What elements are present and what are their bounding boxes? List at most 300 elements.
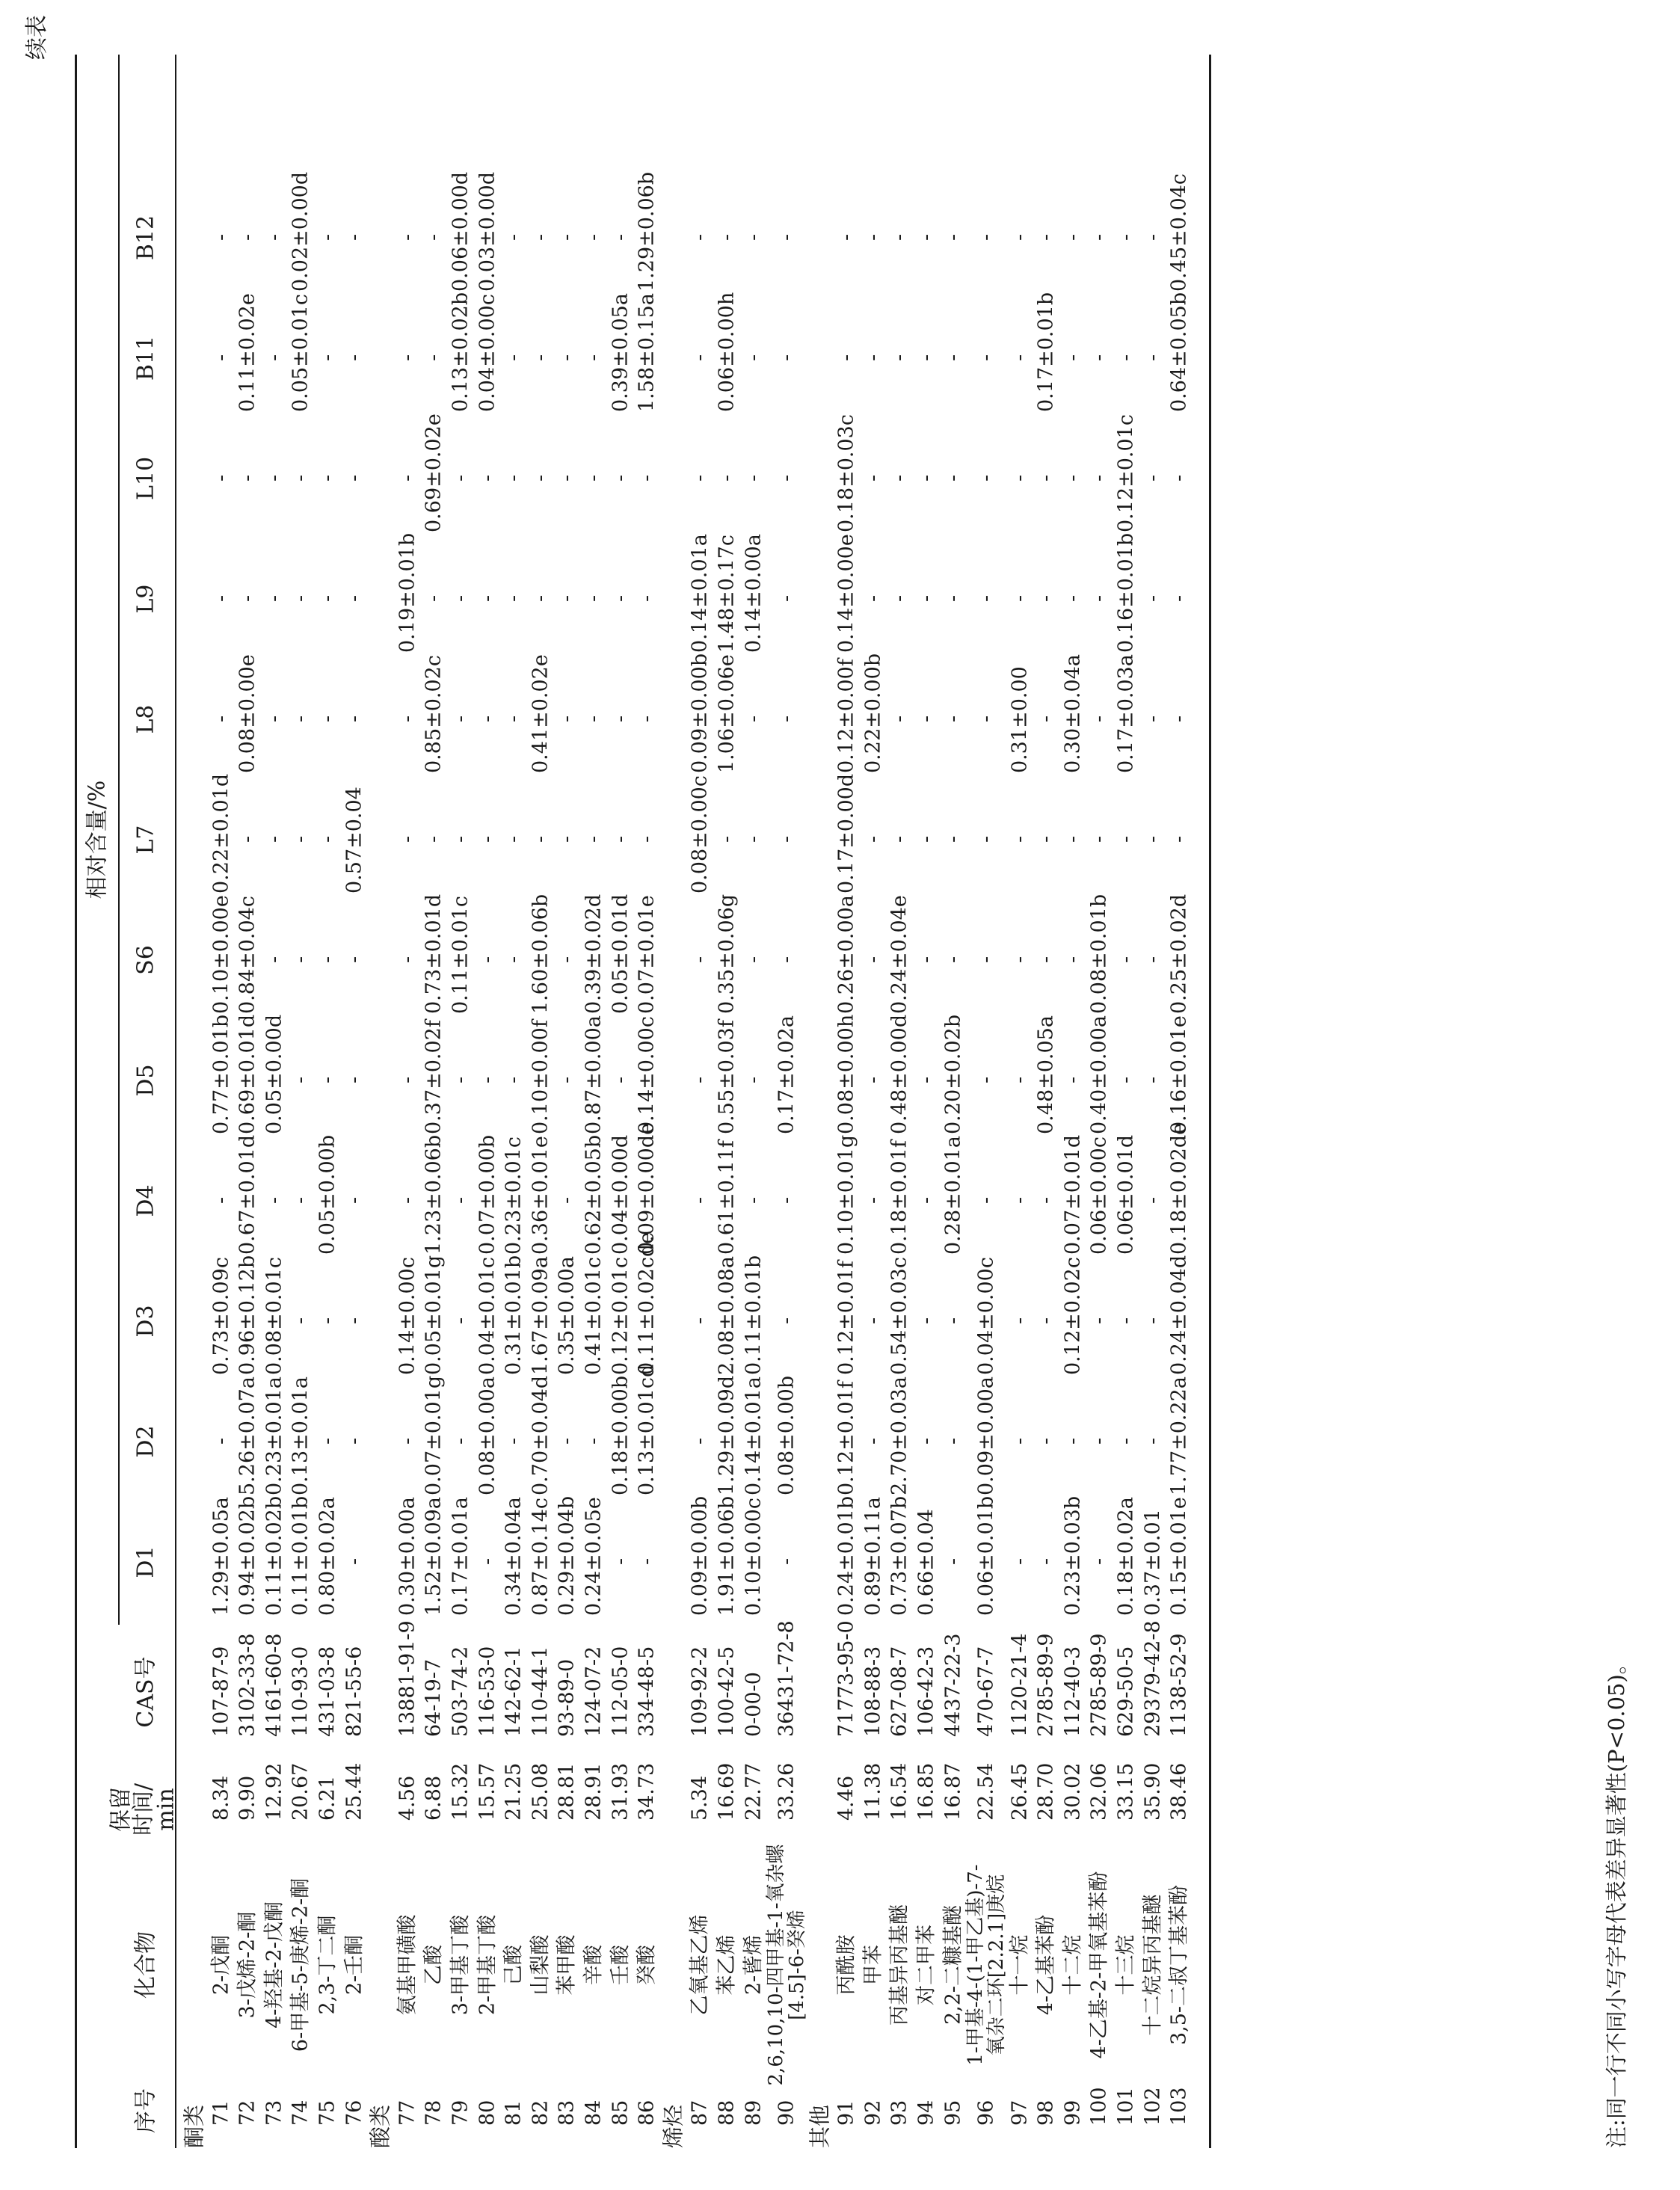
row-value-B12: - [529,233,553,241]
row-value-D5: - [342,1076,366,1083]
row-value-D3: 0.12±0.01c [609,1257,633,1375]
header-sample-D4: D4 [132,1184,159,1217]
row-value-L9: - [262,594,286,602]
row-value-L9: - [582,594,606,602]
row-no: 74 [289,2100,313,2126]
row-value-L10: - [342,474,366,482]
row-value-D5: - [974,1076,998,1083]
row-value-D4: - [555,1196,579,1204]
row-value-B11: - [262,354,286,361]
row-value-D2: - [342,1437,366,1445]
row-value-L7: 0.08±0.00c [688,775,712,893]
row-value-B12: 0.06±0.00d [449,171,473,292]
row-value-B12: - [742,233,766,241]
row-value-D2: 0.13±0.01cd [635,1364,659,1495]
row-value-B12: - [887,233,911,241]
row-value-D4: 0.36±0.01e [529,1136,553,1255]
row-value-B12: - [262,233,286,241]
row-value-D4: - [396,1196,419,1204]
row-value-L9: - [609,594,633,602]
row-no: 85 [609,2100,633,2126]
row-value-B12: - [209,233,233,241]
row-value-D5: - [502,1076,526,1083]
row-no: 102 [1141,2087,1165,2126]
row-value-D3: - [914,1317,938,1324]
row-value-D1: 1.52±0.09a [422,1497,446,1616]
row-value-D2: - [1114,1437,1138,1445]
row-value-L9: - [342,594,366,602]
row-value-L10: - [635,474,659,482]
row-no: 82 [529,2100,553,2126]
row-value-B11: - [941,354,965,361]
row-value-D5: - [742,1076,766,1083]
row-rt: 4.56 [396,1775,419,1821]
row-rt: 33.15 [1114,1762,1138,1821]
row-value-D1: 0.34±0.04a [502,1497,526,1616]
header-sample-S6: S6 [132,945,159,975]
row-value-S6: 0.25±0.02d [1167,893,1191,1014]
row-value-L8: - [635,715,659,722]
row-value-L8: 0.41±0.02e [529,654,553,773]
row-value-B11: 0.13±0.02b [449,292,473,412]
row-value-D5: - [1008,1076,1032,1083]
row-rt: 16.85 [914,1762,938,1821]
row-value-D3: 0.54±0.03c [887,1257,911,1375]
row-no: 101 [1114,2087,1138,2126]
row-cas: 93-89-0 [555,1658,579,1737]
row-value-S6: 0.11±0.01c [449,896,473,1014]
row-value-L8: - [974,715,998,722]
row-no: 80 [476,2100,499,2126]
row-compound: 6-甲基-5-庚烯-2-酮 [289,1877,313,2052]
row-value-L9: 0.14±0.00a [742,534,766,653]
row-value-L10: - [974,474,998,482]
row-compound: 辛酸 [582,1945,606,1985]
row-rt: 16.87 [941,1762,965,1821]
section-title: 酮类 [181,2104,207,2148]
row-value-D4: 0.18±0.01f [887,1140,911,1255]
row-compound: 丙基异丙基醚 [887,1904,911,2026]
row-value-D5: - [396,1076,419,1083]
row-value-L10: 0.18±0.03c [834,414,858,532]
row-value-L7: - [1087,835,1111,843]
row-rt: 6.21 [316,1775,339,1821]
row-value-B12: - [316,233,339,241]
top-rule [75,55,77,2148]
row-compound: 对二甲苯 [914,1925,938,2005]
row-value-D1: 0.94±0.02b [236,1495,259,1616]
row-value-B12: - [775,233,799,241]
row-value-D1: 0.11±0.02b [262,1495,286,1616]
row-value-B11: - [582,354,606,361]
row-value-D4: 0.28±0.01a [941,1136,965,1255]
row-value-L9: - [316,594,339,602]
row-compound: 2-壬酮 [342,1934,366,1996]
row-value-D3: 0.35±0.00a [555,1256,579,1375]
header-group: 相对含量/% [84,780,111,899]
row-value-D2: - [582,1437,606,1445]
row-value-D4: 0.04±0.00d [609,1134,633,1255]
row-value-D5: - [861,1076,885,1083]
row-value-L7: - [609,835,633,843]
section-title: 其他 [807,2104,833,2148]
row-value-D1: 0.73±0.07b [887,1495,911,1616]
row-cas: 470-67-7 [974,1646,998,1737]
row-value-S6: - [262,956,286,963]
row-value-D1: 0.18±0.02a [1114,1497,1138,1616]
row-value-D5: - [476,1076,499,1083]
row-value-L7: - [422,835,446,843]
header-sample-L8: L8 [132,704,159,734]
row-no: 76 [342,2100,366,2126]
row-value-B12: - [1008,233,1032,241]
row-value-L9: - [289,594,313,602]
row-no: 78 [422,2100,446,2126]
row-value-D3: 0.14±0.00c [396,1257,419,1375]
row-value-L9: 0.19±0.01b [396,532,419,653]
row-value-S6: - [476,956,499,963]
row-no: 75 [316,2100,339,2126]
row-value-L9: - [422,594,446,602]
row-value-D2: 0.12±0.01f [834,1381,858,1495]
row-value-L9: - [1167,594,1191,602]
row-compound: 4-乙基-2-甲氧基苯酚 [1087,1871,1111,2059]
row-value-D4: 0.18±0.02de [1167,1122,1191,1255]
row-cas: 3102-33-8 [236,1633,259,1737]
row-value-L8: - [775,715,799,722]
row-cas: 13881-91-9 [396,1620,419,1737]
row-value-B11: 0.05±0.01c [289,294,313,412]
row-value-D2: - [316,1437,339,1445]
row-value-D3: 0.04±0.00c [974,1257,998,1375]
row-value-D4: - [262,1196,286,1204]
row-value-S6: - [1141,956,1165,963]
row-value-B11: - [209,354,233,361]
row-value-L8: - [342,715,366,722]
row-value-S6: - [974,956,998,963]
group-rule [118,55,120,1625]
row-value-D1: 0.29±0.04b [555,1495,579,1616]
row-value-L8: - [1034,715,1058,722]
row-rt: 25.44 [342,1762,366,1821]
row-no: 98 [1034,2100,1058,2126]
row-value-L7: - [236,835,259,843]
row-value-L10: 0.69±0.02e [422,413,446,532]
row-value-B11: 0.06±0.00h [715,292,739,412]
row-value-D1: - [941,1557,965,1565]
row-value-B12: - [861,233,885,241]
row-value-D2: - [1141,1437,1165,1445]
row-value-D4: - [449,1196,473,1204]
row-compound: 癸酸 [635,1945,659,1985]
row-value-B12: - [941,233,965,241]
row-rt: 11.38 [861,1762,885,1821]
row-value-B12: - [834,233,858,241]
row-compound-line: 2,6,10,10-四甲基-1-氧杂螺 [765,1844,788,2086]
row-value-B12: 0.02±0.00d [289,171,313,292]
row-no: 72 [236,2100,259,2126]
row-value-L8: - [582,715,606,722]
header-compound: 化合物 [132,1931,159,1999]
row-value-D5: - [1061,1076,1085,1083]
row-value-L8: - [476,715,499,722]
row-value-L9: - [555,594,579,602]
row-value-L7: - [449,835,473,843]
row-value-L10: - [555,474,579,482]
row-value-L8: - [262,715,286,722]
row-value-D2: 0.70±0.04d [529,1375,553,1495]
row-value-D2: - [914,1437,938,1445]
row-value-S6: - [775,956,799,963]
row-value-D1: 0.87±0.14c [529,1498,553,1616]
row-value-S6: - [1061,956,1085,963]
row-value-D4: 0.10±0.01g [834,1134,858,1255]
row-compound-line: [4.5]-6-癸烯 [786,1910,809,2020]
row-value-B11: - [1008,354,1032,361]
header-rt-line: 保留 [108,1787,135,1832]
row-compound: 4-羟基-2-戊酮 [262,1901,286,2028]
row-value-D2: - [449,1437,473,1445]
row-value-L9: 0.14±0.01a [688,534,712,653]
row-value-D1: - [1087,1557,1111,1565]
row-compound: 十二烷异丙基醚 [1141,1894,1165,2036]
header-sample-D1: D1 [132,1545,159,1578]
row-compound: 2,2-二糠基醚 [941,1904,965,2026]
row-value-D4: 0.61±0.11f [715,1140,739,1255]
row-value-B11: 0.11±0.02e [236,293,259,412]
row-value-D5: 0.05±0.00d [262,1014,286,1134]
row-value-D3: - [861,1317,885,1324]
row-no: 95 [941,2100,965,2126]
row-value-L7: - [1061,835,1085,843]
row-value-D5: - [688,1076,712,1083]
row-no: 86 [635,2100,659,2126]
row-cas: 106-42-3 [914,1646,938,1737]
row-value-D1: 0.10±0.00c [742,1498,766,1616]
row-value-D3: 1.67±0.09a [529,1256,553,1375]
row-no: 91 [834,2100,858,2126]
row-rt: 34.73 [635,1762,659,1821]
row-value-D4: - [688,1196,712,1204]
row-value-B12: - [1141,233,1165,241]
row-value-D4: 0.09±0.00de [635,1122,659,1255]
row-value-S6: 0.39±0.02d [582,893,606,1014]
row-cas: 110-93-0 [289,1646,313,1737]
row-value-L10: - [715,474,739,482]
row-value-D4: 0.05±0.00b [316,1134,339,1255]
row-value-L8: 0.30±0.04a [1061,654,1085,773]
row-value-L10: - [1061,474,1085,482]
row-value-B12: - [688,233,712,241]
row-value-L8: - [742,715,766,722]
row-rt: 21.25 [502,1762,526,1821]
row-value-D4: - [1034,1196,1058,1204]
row-value-L8: 0.12±0.00f [834,659,858,773]
row-value-D4: 0.06±0.00c [1087,1136,1111,1255]
row-value-D4: - [1008,1196,1032,1204]
row-rt: 20.67 [289,1762,313,1821]
row-value-D5: 0.69±0.01d [236,1014,259,1134]
row-value-L10: 0.12±0.01c [1114,414,1138,532]
row-value-L10: - [1008,474,1032,482]
row-no: 103 [1167,2087,1191,2126]
row-value-B11: - [555,354,579,361]
row-value-D2: - [1061,1437,1085,1445]
row-rt: 9.90 [236,1775,259,1821]
row-value-L7: - [262,835,286,843]
row-value-D5: 0.48±0.00d [887,1014,911,1134]
row-value-D2: - [396,1437,419,1445]
row-value-S6: - [316,956,339,963]
row-no: 84 [582,2100,606,2126]
row-value-S6: 0.07±0.01e [635,895,659,1014]
row-value-D1: 0.80±0.02a [316,1497,339,1616]
row-cas: 36431-72-8 [775,1620,799,1737]
row-value-S6: - [289,956,313,963]
row-value-D4: - [861,1196,885,1204]
row-value-L10: - [941,474,965,482]
row-value-L8: 0.09±0.00b [688,653,712,773]
row-value-L7: - [1167,835,1191,843]
row-value-L9: - [914,594,938,602]
row-value-D2: 0.18±0.00b [609,1375,633,1495]
row-rt: 15.57 [476,1762,499,1821]
row-value-B12: - [422,233,446,241]
row-value-D3: - [1114,1317,1138,1324]
row-value-B11: 0.39±0.05a [609,293,633,412]
header-rule [175,55,176,2148]
header-sample-D3: D3 [132,1305,159,1338]
row-no: 99 [1061,2100,1085,2126]
row-value-B11: - [974,354,998,361]
row-cas: 627-08-7 [887,1646,911,1737]
row-value-L9: - [209,594,233,602]
header-sample-D2: D2 [132,1425,159,1458]
row-cas: 4437-22-3 [941,1633,965,1737]
row-rt: 33.26 [775,1762,799,1821]
row-value-L8: - [941,715,965,722]
row-value-D4: - [1141,1196,1165,1204]
row-value-D3: 0.08±0.01c [262,1257,286,1375]
header-cas: CAS号 [132,1656,159,1728]
row-value-D1: 0.11±0.01b [289,1495,313,1616]
row-value-D1: 0.15±0.01e [1167,1497,1191,1616]
row-value-L7: - [316,835,339,843]
row-value-L10: - [1087,474,1111,482]
row-no: 71 [209,2100,233,2126]
section-title: 酸类 [367,2104,393,2148]
row-value-L10: - [688,474,712,482]
row-rt: 16.54 [887,1762,911,1821]
row-value-L10: - [1034,474,1058,482]
row-value-B11: - [422,354,446,361]
row-value-B11: 0.04±0.00c [476,294,499,412]
row-value-D4: - [289,1196,313,1204]
header-rt-line: min [153,1788,179,1831]
row-cas: 100-42-5 [715,1646,739,1737]
row-value-L7: - [941,835,965,843]
row-value-B12: - [914,233,938,241]
row-rt: 28.70 [1034,1762,1058,1821]
row-value-S6: - [396,956,419,963]
row-compound: 十三烷 [1114,1934,1138,1996]
row-rt: 30.02 [1061,1762,1085,1821]
row-value-S6: - [688,956,712,963]
row-value-S6: - [555,956,579,963]
row-value-L8: 0.17±0.03a [1114,654,1138,773]
row-cas: 110-44-1 [529,1646,553,1737]
row-value-L8: - [1141,715,1165,722]
row-value-L7: - [715,835,739,843]
row-value-D1: 0.06±0.01b [974,1495,998,1616]
row-value-L10: - [449,474,473,482]
row-no: 89 [742,2100,766,2126]
row-no: 81 [502,2100,526,2126]
row-value-D4: - [974,1196,998,1204]
row-value-L9: - [236,594,259,602]
row-value-L7: - [775,835,799,843]
row-rt: 4.46 [834,1775,858,1821]
row-value-B12: - [396,233,419,241]
row-value-B11: - [529,354,553,361]
row-value-D2: 5.26±0.07a [236,1377,259,1495]
row-rt: 31.93 [609,1762,633,1821]
row-compound: 十二烷 [1061,1934,1085,1996]
row-rt: 25.08 [529,1762,553,1821]
row-value-D5: - [316,1076,339,1083]
row-compound: 苯乙烯 [715,1934,739,1996]
row-cas: 107-87-9 [209,1646,233,1737]
row-value-L7: - [1008,835,1032,843]
row-value-D4: 0.67±0.01d [236,1134,259,1255]
header-sample-D5: D5 [132,1064,159,1097]
row-value-S6: 0.10±0.00e [209,895,233,1014]
row-value-D3: - [289,1317,313,1324]
row-value-D5: - [1141,1076,1165,1083]
row-compound-line: 1-甲基-4-(1-甲乙基)-7- [964,1864,988,2066]
row-value-D2: 0.09±0.00a [974,1377,998,1495]
row-cas: 124-07-2 [582,1646,606,1737]
row-value-S6: 0.08±0.01b [1087,893,1111,1014]
row-value-D3: - [1087,1317,1111,1324]
row-value-L7: - [476,835,499,843]
section-title: 烯烃 [660,2104,686,2148]
row-value-L9: - [476,594,499,602]
row-value-D5: 0.55±0.03f [715,1020,739,1134]
row-compound: 丙酰胺 [834,1934,858,1996]
row-value-L7: - [914,835,938,843]
row-value-D3: 0.12±0.02c [1061,1257,1085,1375]
row-value-B11: 0.17±0.01b [1034,292,1058,412]
header-sample-B11: B11 [132,335,159,381]
row-value-D5: 0.87±0.00a [582,1015,606,1134]
row-rt: 15.32 [449,1762,473,1821]
row-value-L8: - [209,715,233,722]
row-value-L10: - [582,474,606,482]
row-value-S6: - [342,956,366,963]
row-compound: 3,5-二叔丁基苯酚 [1167,1884,1191,2046]
row-value-D4: 0.23±0.01c [502,1136,526,1255]
row-value-B12: - [582,233,606,241]
footnote: 注:同一行不同小写字母代表差异显著性(P<0.05)。 [1604,1652,1629,2148]
row-value-S6: - [1034,956,1058,963]
row-value-D5: - [609,1076,633,1083]
row-rt: 16.69 [715,1762,739,1821]
row-value-D2: 1.77±0.22a [1167,1377,1191,1495]
row-value-D1: - [635,1557,659,1565]
row-rt: 28.81 [555,1762,579,1821]
row-value-L10: - [861,474,885,482]
